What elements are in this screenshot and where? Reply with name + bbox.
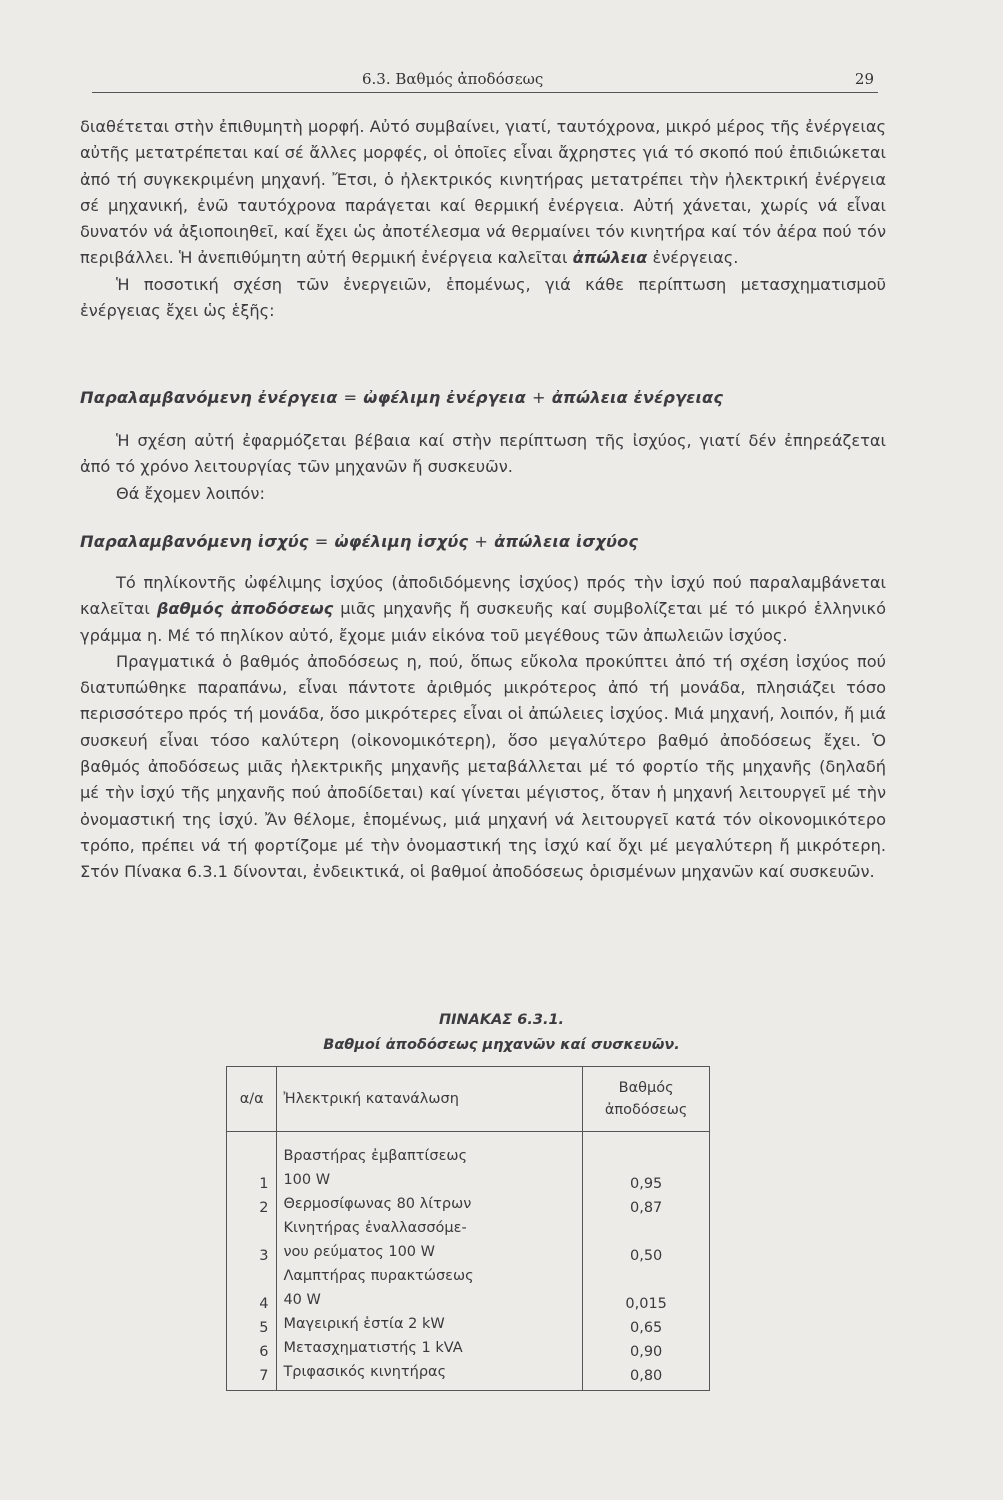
text-block-1 [80, 114, 886, 324]
paragraph-6: Πραγματικά ὁ βαθμός ἀποδόσεως η, πού, ὅπως εὔκολα προκύπτει ἀπό τή σχέση ἰσχύος πού διατυπώθηκε παραπάνω, εἶναι πάντοτε ἀριθμός μικρότερος ἀπό τή μονάδα, πλησιάζει τόσο περισσότερο πρός τή μονάδα, ὅσο μικρότερες εἶναι οἱ ἀπώλειες ἰσχύος. Μιά μηχανή, λοιπόν, ἤ μιά συσκευή εἶναι τόσο καλύτερη (οἰκονομικότερη), ὅσο μεγαλύτερο βαθμό ἀποδόσεως ἔχει. Ὁ βαθμός ἀποδόσεως μιᾶς ἠλεκτρικῆς μηχανῆς μεταβάλλεται μέ τό φορτίο τῆς μηχανῆς (δηλαδή μέ τὴν ἰσχύ τῆς μηχανῆς πού ἀποδίδεται) καί γίνεται μέγιστος, ὅταν ἡ μηχανή λειτουργεῖ μέ τὴν ὀνομαστική της ἰσχύ. Ἄν θέλομε, ἑπομένως, μιά μηχανή νά λειτουργεῖ κατά τόν οἰκονομικότερο τρόπο, πρέπει νά τή φορτίζομε μέ τὴν ὀνομαστική της ἰσχύ καί ὄχι μέ μεγαλύτερη ἤ μικρότερη. Στόν Πίνακα 6.3.1 δίνονται, ἐνδεικτικά, οἱ βαθμοί ἀποδόσεως ὁρισμένων μηχανῶν καί συσκευῶν. [80, 651, 886, 882]
row-efficiency-value: 0,87 [583, 1192, 710, 1216]
row-description [277, 1312, 583, 1336]
paragraph-text-end: ἐνέργειας. [652, 248, 739, 268]
row-efficiency-value: 0,65 [583, 1312, 710, 1336]
row-efficiency-value: 0,015 [583, 1264, 710, 1312]
formula-received: Παραλαμβανόμενη ἐνέργεια [80, 388, 338, 407]
paragraph-4: Θά ἔχομεν λοιπόν: [116, 483, 265, 503]
row-number: 3 [227, 1216, 277, 1264]
text-block-2 [80, 428, 886, 507]
page-number: 29 [854, 70, 874, 88]
paragraph-text: διαθέτεται στὴν ἐπιθυμητὴ μορφή. Αὐτό συμβαίνει, γιατί, ταυτόχρονα, μικρό μέρος τῆς ἐνέργειας αὐτῆς μετατρέπεται καί σέ ἄλλες μορφές, οἱ ὁποῖες εἶναι ἄχρηστες γιά τό σκοπό πού ἐπιδιώκεται ἀπό τή συγκεκριμένη μηχανή. Ἔτσι, ὁ ἠλεκτρικός κινητήρας μετατρέπει τὴν ἠλεκτρική ἐνέργεια σέ μηχανική, ἐνῶ ταυτόχρονα παράγεται καί θερμική ἐνέργεια. Αὐτή χάνεται, χωρίς νά εἶναι δυνατόν νά ἀξιοποιηθεῖ, καί ἔχει ὡς ἀποτέλεσμα νά θερμαίνει τόν κινητήρα καί τόν ἀέρα πού τόν περιβάλλει. Ἡ ἀνεπιθύμητη αὐτή θερμική ἐνέργεια καλεῖται [80, 117, 886, 268]
row-description [277, 1360, 583, 1391]
formula-plus: + [474, 532, 489, 551]
row-number: 6 [227, 1336, 277, 1360]
row-description-line2: νου ρεύματος 100 W [283, 1244, 435, 1260]
term-apoleia: ἀπώλεια [572, 248, 648, 268]
paragraph-2: Ἡ ποσοτική σχέση τῶν ἐνεργειῶν, ἑπομένως, γιά κάθε περίπτωση μετασχηματισμοῦ ἐνέργειας ἔχει ὡς ἑξῆς: [80, 274, 886, 321]
row-number: 7 [227, 1360, 277, 1391]
power-formula [80, 532, 886, 551]
row-description-line2: 40 W [283, 1292, 321, 1308]
header-efficiency-line2: ἀποδόσεως [604, 1102, 688, 1118]
table-row [227, 1264, 710, 1312]
row-number: 2 [227, 1192, 277, 1216]
formula-useful: ὠφέλιμη ἐνέργεια [363, 388, 526, 407]
row-description-line1: Κινητήρας ἐναλλασσόμε- [283, 1220, 467, 1236]
formula-loss: ἀπώλεια ἐνέργειας [551, 388, 724, 407]
header-description: Ἠλεκτρική κατανάλωση [277, 1067, 583, 1132]
paragraph-text-end: μιᾶς μηχανῆς ἤ συσκευῆς καί συμβολίζεται μέ τό μικρό ἑλληνικό γράμμα η. Μέ τό πηλίκον αὐτό, ἔχομε μιάν εἰκόνα τοῦ μεγέθους τῶν ἀπωλειῶν ἰσχύος. [80, 599, 886, 645]
row-description [277, 1216, 583, 1264]
paragraph-1 [80, 114, 886, 272]
table-row [227, 1312, 710, 1336]
row-description-line1: Βραστήρας ἐμβαπτίσεως [283, 1148, 468, 1164]
row-description-line1: Μετασχηματιστής 1 kVA [283, 1340, 463, 1356]
formula-equals: = [314, 532, 329, 551]
section-title: 6.3. Βαθμός ἀποδόσεως [362, 70, 544, 88]
row-efficiency-value: 0,95 [583, 1132, 710, 1193]
row-number: 4 [227, 1264, 277, 1312]
table-row [227, 1192, 710, 1216]
row-description-line2: 100 W [283, 1172, 331, 1188]
table-caption-number: ΠΙΝΑΚΑΣ 6.3.1. [438, 1012, 565, 1028]
formula-equals: = [343, 388, 358, 407]
row-efficiency-value: 0,90 [583, 1336, 710, 1360]
table-row [227, 1216, 710, 1264]
table-caption-title: Βαθμοί ἀποδόσεως μηχανῶν καί συσκευῶν. [323, 1037, 680, 1053]
header-efficiency [583, 1067, 710, 1132]
header-no: α/α [227, 1067, 277, 1132]
row-description-line1: Μαγειρική ἑστία 2 kW [283, 1316, 445, 1332]
paragraph-text: Τό πηλίκοντῆς ὠφέλιμης ἰσχύος (ἀποδιδόμενης ἰσχύος) πρός τὴν ἰσχύ πού παραλαμβάνεται καλεῖται [80, 573, 886, 619]
row-description-line1: Θερμοσίφωνας 80 λίτρων [283, 1196, 472, 1212]
paragraph-3: Ἡ σχέση αὐτή ἐφαρμόζεται βέβαια καί στὴν περίπτωση τῆς ἰσχύος, γιατί δέν ἐπηρεάζεται ἀπό τό χρόνο λειτουργίας τῶν μηχανῶν ἤ συσκευῶν. [80, 431, 886, 477]
row-number: 5 [227, 1312, 277, 1336]
energy-formula [80, 388, 886, 407]
formula-plus: + [531, 388, 546, 407]
table-row [227, 1360, 710, 1391]
row-description-line1: Λαμπτήρας πυρακτώσεως [283, 1268, 474, 1284]
term-vathmos-apodoseos: βαθμός ἀποδόσεως [156, 599, 334, 619]
table-header-row [227, 1067, 710, 1132]
table-row [227, 1132, 710, 1193]
row-description [277, 1132, 583, 1193]
row-description [277, 1336, 583, 1360]
row-description [277, 1192, 583, 1216]
formula-useful: ὠφέλιμη ἰσχύς [334, 532, 469, 551]
paragraph-5 [80, 570, 886, 649]
row-efficiency-value: 0,80 [583, 1360, 710, 1391]
text-block-3 [80, 570, 886, 886]
formula-loss: ἀπώλεια ἰσχύος [494, 532, 639, 551]
formula-received: Παραλαμβανόμενη ἰσχύς [80, 532, 309, 551]
row-description [277, 1264, 583, 1312]
header-efficiency-line1: Βαθμός [618, 1080, 674, 1096]
table-row [227, 1336, 710, 1360]
row-number: 1 [227, 1132, 277, 1193]
row-efficiency-value: 0,50 [583, 1216, 710, 1264]
efficiency-table [226, 1066, 710, 1391]
row-description-line1: Τριφασικός κινητήρας [283, 1364, 447, 1380]
running-header [92, 68, 878, 93]
